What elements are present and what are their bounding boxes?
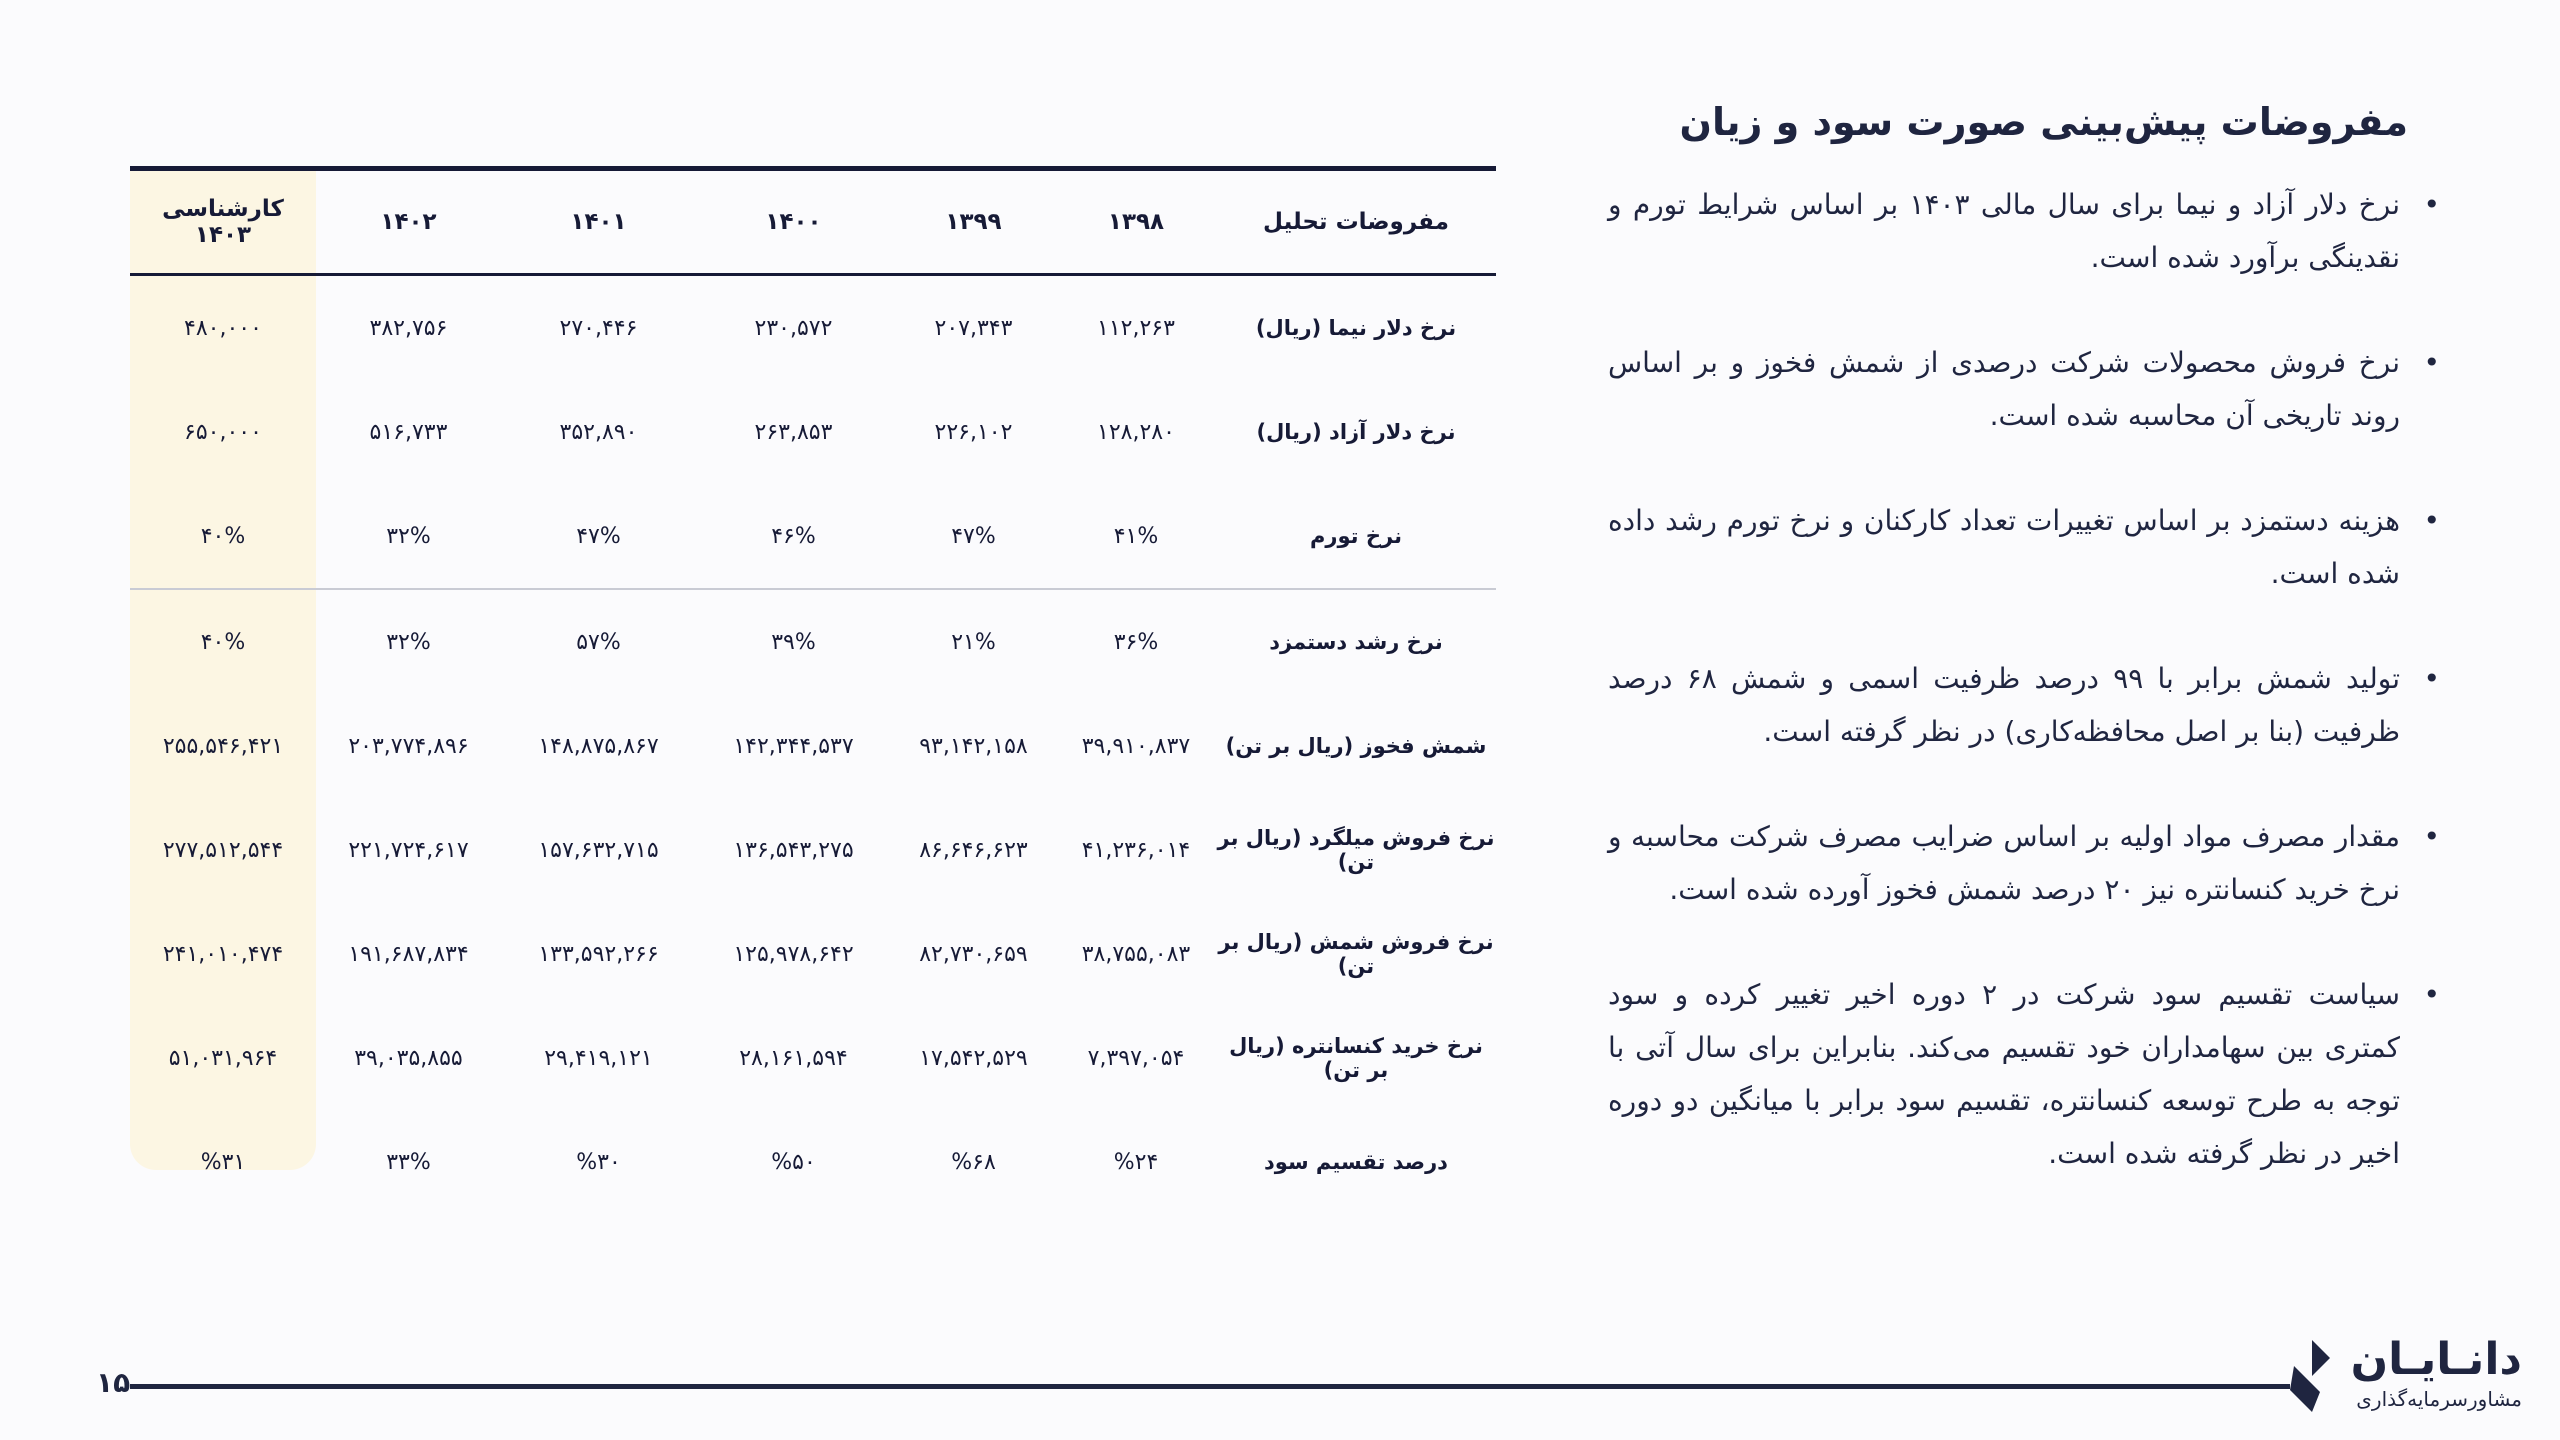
table-cell: ۱۷,۵۴۲,۵۲۹ <box>919 1045 1028 1071</box>
bullet-dot-icon: • <box>2423 662 2440 695</box>
table-cell: ۳۵۲,۸۹۰ <box>559 419 638 445</box>
brand-logo-icon <box>2290 1336 2330 1416</box>
row-label: نرخ فروش شمش (ریال بر تن) <box>1218 930 1494 978</box>
table-cell: ۳۹,۰۳۵,۸۵۵ <box>354 1045 463 1071</box>
table-cell: ۴۶% <box>696 484 891 589</box>
table-header-row <box>130 169 1496 275</box>
table-cell: ۴۸۰,۰۰۰ <box>184 315 262 341</box>
table-cell: ۵۷% <box>576 629 621 655</box>
column-header: ۱۴۰۰ <box>765 209 822 235</box>
bullet-dot-icon: • <box>2423 346 2440 379</box>
table-cell: ۳۸۲,۷۵۶ <box>369 315 448 341</box>
bullet-text: مقدار مصرف مواد اولیه بر اساس ضرایب مصرف شرکت محاسبه و نرخ خرید کنسانتره نیز ۲۰ درصد شمش فخوز آورده شده است. <box>1608 820 2400 906</box>
row-label: نرخ فروش میلگرد (ریال بر تن) <box>1217 826 1495 874</box>
table-cell: %۶۸ <box>951 1149 996 1175</box>
table-row <box>130 1110 1496 1214</box>
brand-name: دانـایـان <box>2350 1334 2522 1385</box>
table-cell: ۱۳۳,۵۹۲,۲۶۶ <box>538 941 659 967</box>
table-row <box>130 1006 1496 1110</box>
table-cell: ۴۱,۲۳۶,۰۱۴ <box>1081 837 1191 863</box>
table-cell: %۵۰ <box>771 1149 816 1175</box>
footer-divider <box>130 1384 2290 1389</box>
table-cell: ۶۵۰,۰۰۰ <box>184 419 262 445</box>
table-row <box>130 275 1496 381</box>
table-cell: ۲۷۰,۴۴۶ <box>559 315 638 341</box>
bullet-text: نرخ دلار آزاد و نیما برای سال مالی ۱۴۰۳ بر اساس شرایط تورم و نقدینگی برآورد شده است. <box>1608 188 2400 274</box>
brand-logo <box>2342 1336 2522 1414</box>
bullet-item <box>1608 810 2448 916</box>
table-cell: %۳۰ <box>576 1149 621 1175</box>
bullet-text: هزینه دستمزد بر اساس تغییرات تعداد کارکنان و نرخ تورم رشد داده شده است. <box>1608 504 2400 590</box>
table-cell: ۳۲% <box>316 484 501 589</box>
table-cell: ۱۵۷,۶۳۲,۷۱۵ <box>538 837 659 863</box>
row-label: درصد تقسیم سود <box>1264 1150 1448 1174</box>
table-cell: ۱۱۲,۲۶۳ <box>1097 315 1175 341</box>
bullet-text: سیاست تقسیم سود شرکت در ۲ دوره اخیر تغییر کرده و سود کمتری بین سهامداران خود تقسیم می‌کند. بنابراین برای سال آتی با توجه به طرح توسعه کنسانتره، تقسیم سود برابر با میانگین دو دوره اخیر در نظر گرفته شده است. <box>1608 978 2400 1170</box>
table-cell: ۲۱% <box>951 629 996 655</box>
table-cell: ۲۲۱,۷۲۴,۶۱۷ <box>348 837 469 863</box>
column-header: ۱۴۰۲ <box>380 209 437 235</box>
bullet-item <box>1608 968 2448 1180</box>
table-cell: ۴۱% <box>1056 484 1216 589</box>
table-cell: %۲۴ <box>1113 1149 1159 1175</box>
column-header: کارشناسی ۱۴۰۳ <box>162 196 284 248</box>
assumptions-table <box>130 166 1496 1214</box>
table-cell: ۵۱,۰۳۱,۹۶۴ <box>168 1045 278 1071</box>
row-label: نرخ خرید کنسانتره (ریال بر تن) <box>1229 1034 1483 1082</box>
row-label: شمش فخوز (ریال بر تن) <box>1225 734 1487 758</box>
table-cell: ۲۶۳,۸۵۳ <box>754 419 833 445</box>
table-cell: ۴۷% <box>891 484 1056 589</box>
table-cell: %۳۱ <box>200 1149 246 1175</box>
column-header: مفروضات تحلیل <box>1263 209 1449 235</box>
table-cell: ۳۲% <box>386 629 431 655</box>
table-cell: ۲۳۰,۵۷۲ <box>754 315 833 341</box>
table-row <box>130 694 1496 798</box>
bullet-text: تولید شمش برابر با ۹۹ درصد ظرفیت اسمی و شمش ۶۸ درصد ظرفیت (بنا بر اصل محافظه‌کاری) در نظر گرفته است. <box>1608 662 2400 748</box>
table-cell: ۳۳% <box>386 1149 431 1175</box>
table-cell: ۱۳۶,۵۴۳,۲۷۵ <box>733 837 854 863</box>
table-cell: ۱۹۱,۶۸۷,۸۳۴ <box>348 941 469 967</box>
bullet-item <box>1608 178 2448 284</box>
row-label: نرخ دلار آزاد (ریال) <box>1256 420 1456 444</box>
table-cell: ۸۲,۷۳۰,۶۵۹ <box>919 941 1028 967</box>
table-cell: ۳۹% <box>771 629 816 655</box>
column-header: ۱۳۹۸ <box>1107 209 1165 235</box>
table-cell: ۲۲۶,۱۰۲ <box>934 419 1013 445</box>
table-row <box>130 902 1496 1006</box>
bullet-dot-icon: • <box>2423 820 2440 853</box>
page-number: ۱۵ <box>96 1366 131 1399</box>
table-cell: ۳۶% <box>1113 629 1159 655</box>
column-header: ۱۴۰۱ <box>570 209 627 235</box>
assumptions-table-wrapper <box>130 166 1496 1214</box>
table-cell: ۷,۳۹۷,۰۵۴ <box>1087 1045 1185 1071</box>
table-cell: ۲۰۷,۳۴۳ <box>934 315 1013 341</box>
column-header: ۱۳۹۹ <box>945 209 1002 235</box>
row-label: نرخ دلار نیما (ریال) <box>1255 316 1457 340</box>
table-cell: ۳۹,۹۱۰,۸۳۷ <box>1081 733 1191 759</box>
table-cell: ۴۰% <box>200 629 246 655</box>
table-cell: ۳۸,۷۵۵,۰۸۳ <box>1081 941 1191 967</box>
bullet-item <box>1608 652 2448 758</box>
table-row <box>130 380 1496 484</box>
table-cell: ۵۱۶,۷۳۳ <box>369 419 448 445</box>
table-cell: ۲۵۵,۵۴۶,۴۲۱ <box>162 733 284 759</box>
page-title: مفروضات پیش‌بینی صورت سود و زیان <box>1679 100 2408 144</box>
table-row <box>130 589 1496 694</box>
bullet-text: نرخ فروش محصولات شرکت درصدی از شمش فخوز و بر اساس روند تاریخی آن محاسبه شده است. <box>1608 346 2400 432</box>
row-label: نرخ رشد دستمزد <box>1269 630 1443 654</box>
bullet-dot-icon: • <box>2423 504 2440 537</box>
table-cell: ۸۶,۶۴۶,۶۲۳ <box>919 837 1028 863</box>
table-cell: ۴۰% <box>130 484 316 589</box>
table-cell: ۲۷۷,۵۱۲,۵۴۴ <box>162 837 284 863</box>
table-cell: ۱۴۸,۸۷۵,۸۶۷ <box>538 733 659 759</box>
table-cell: ۴۷% <box>501 484 696 589</box>
table-row <box>130 798 1496 902</box>
assumptions-list <box>1608 178 2448 1232</box>
table-cell: ۲۹,۴۱۹,۱۲۱ <box>544 1045 653 1071</box>
table-cell: ۲۸,۱۶۱,۵۹۴ <box>739 1045 848 1071</box>
table-cell: ۱۲۸,۲۸۰ <box>1097 419 1175 445</box>
table-cell: ۱۴۲,۳۴۴,۵۳۷ <box>733 733 854 759</box>
bullet-item <box>1608 494 2448 600</box>
brand-tagline: مشاورسرمایه‌گذاری <box>2356 1387 2522 1411</box>
bullet-dot-icon: • <box>2423 978 2440 1011</box>
bullet-item <box>1608 336 2448 442</box>
table-cell: ۲۰۳,۷۷۴,۸۹۶ <box>348 733 469 759</box>
table-row <box>130 484 1496 589</box>
table-cell: ۱۲۵,۹۷۸,۶۴۲ <box>733 941 854 967</box>
bullet-dot-icon: • <box>2423 188 2440 221</box>
table-cell: ۲۴۱,۰۱۰,۴۷۴ <box>162 941 284 967</box>
row-label: نرخ تورم <box>1216 484 1496 589</box>
table-cell: ۹۳,۱۴۲,۱۵۸ <box>919 733 1028 759</box>
